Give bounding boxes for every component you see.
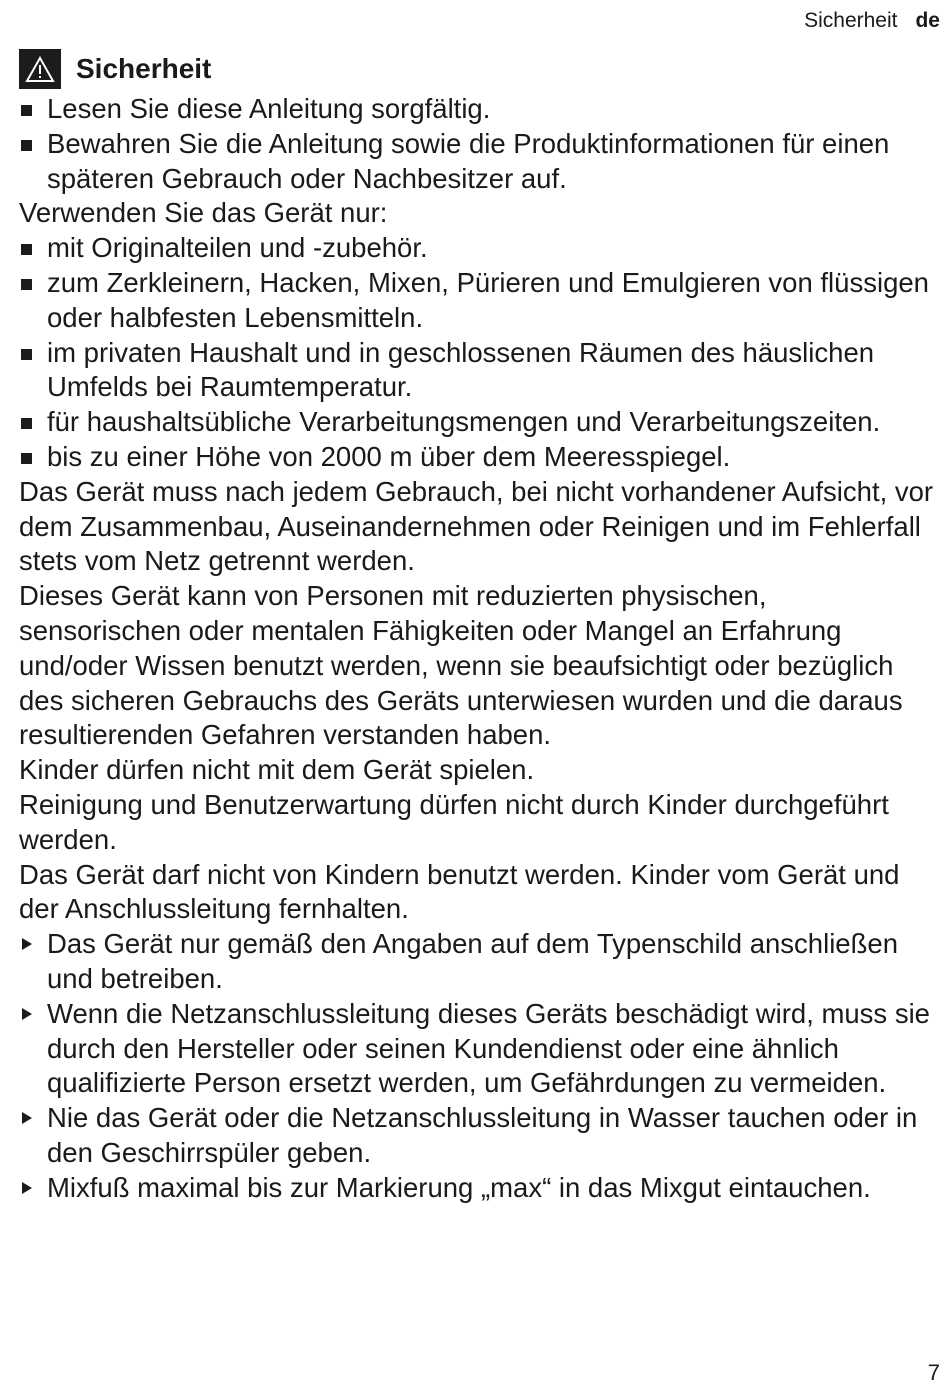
arrow-bullet-icon: [22, 1008, 32, 1020]
running-header-section: Sicherheit: [804, 9, 898, 32]
safety-section: [19, 48, 935, 1206]
list-item: im privaten Haushalt und in geschlossenen Räumen des häuslichen Umfelds bei Raumtemperatur.: [19, 336, 935, 406]
instruction-item: Nie das Gerät oder die Netzanschlussleitung in Wasser tauchen oder in den Geschirrspüler geben.: [19, 1101, 935, 1171]
arrow-bullet-icon: [22, 938, 32, 950]
square-bullet-icon: [21, 279, 32, 290]
square-bullet-icon: [21, 418, 32, 429]
list-item: bis zu einer Höhe von 2000 m über dem Meeresspiegel.: [19, 440, 935, 475]
paragraph: Das Gerät darf nicht von Kindern benutzt werden. Kinder vom Gerät und der Anschlussleitung fernhalten.: [19, 858, 900, 925]
running-header: [804, 8, 940, 34]
list-item: für haushaltsübliche Verarbeitungsmengen und Verarbeitungszeiten.: [19, 405, 935, 440]
instruction-item: Das Gerät nur gemäß den Angaben auf dem Typenschild anschließen und betreiben.: [19, 927, 935, 997]
square-bullet-icon: [21, 105, 32, 116]
instruction-item: Wenn die Netzanschlussleitung dieses Geräts beschädigt wird, muss sie durch den Hersteller oder seinen Kundendienst oder eine ähnlich qualifizierte Person ersetzt werden, um Gefährdungen zu vermeiden.: [19, 997, 935, 1101]
paragraph: Reinigung und Benutzerwartung dürfen nicht durch Kinder durchgeführt werden.: [19, 788, 889, 855]
arrow-bullet-icon: [22, 1182, 32, 1194]
paragraph: Dieses Gerät kann von Personen mit reduzierten physischen, sensorischen oder mentalen Fähigkeiten oder Mangel an Erfahrung und/oder Wissen benutzt werden, wenn sie beaufsichtigt oder bezüglich des sicheren Gebrauchs des Geräts unterwiesen wurden und die daraus resultierenden Gefahren verstanden haben.: [19, 580, 903, 751]
square-bullet-icon: [21, 244, 32, 255]
square-bullet-icon: [21, 140, 32, 151]
arrow-bullet-icon: [22, 1112, 32, 1124]
warning-triangle-icon: [19, 49, 61, 89]
square-bullet-icon: [21, 349, 32, 360]
list-item: mit Originalteilen und -zubehör.: [19, 231, 935, 266]
paragraph: Das Gerät muss nach jedem Gebrauch, bei nicht vorhandener Aufsicht, vor dem Zusammenbau, Auseinandernehmen oder Reinigen und im Fehlerfall stets vom Netz getrennt werden.: [19, 475, 934, 577]
intro-use-text: Verwenden Sie das Gerät nur:: [19, 197, 388, 229]
page-number: 7: [927, 1360, 940, 1385]
square-bullet-icon: [21, 453, 32, 464]
list-item: Lesen Sie diese Anleitung sorgfältig.: [19, 92, 935, 127]
section-title: Sicherheit: [76, 52, 212, 84]
section-heading: [19, 48, 935, 90]
list-item: Bewahren Sie die Anleitung sowie die Produktinformationen für einen späteren Gebrauch oder Nachbesitzer auf.: [19, 127, 935, 197]
language-code: de: [915, 9, 940, 32]
instruction-item: Mixfuß maximal bis zur Markierung „max“ in das Mixgut eintauchen.: [19, 1171, 935, 1206]
paragraph: Kinder dürfen nicht mit dem Gerät spielen.: [19, 754, 535, 786]
list-item: zum Zerkleinern, Hacken, Mixen, Pürieren und Emulgieren von flüssigen oder halbfesten Lebensmitteln.: [19, 266, 935, 336]
